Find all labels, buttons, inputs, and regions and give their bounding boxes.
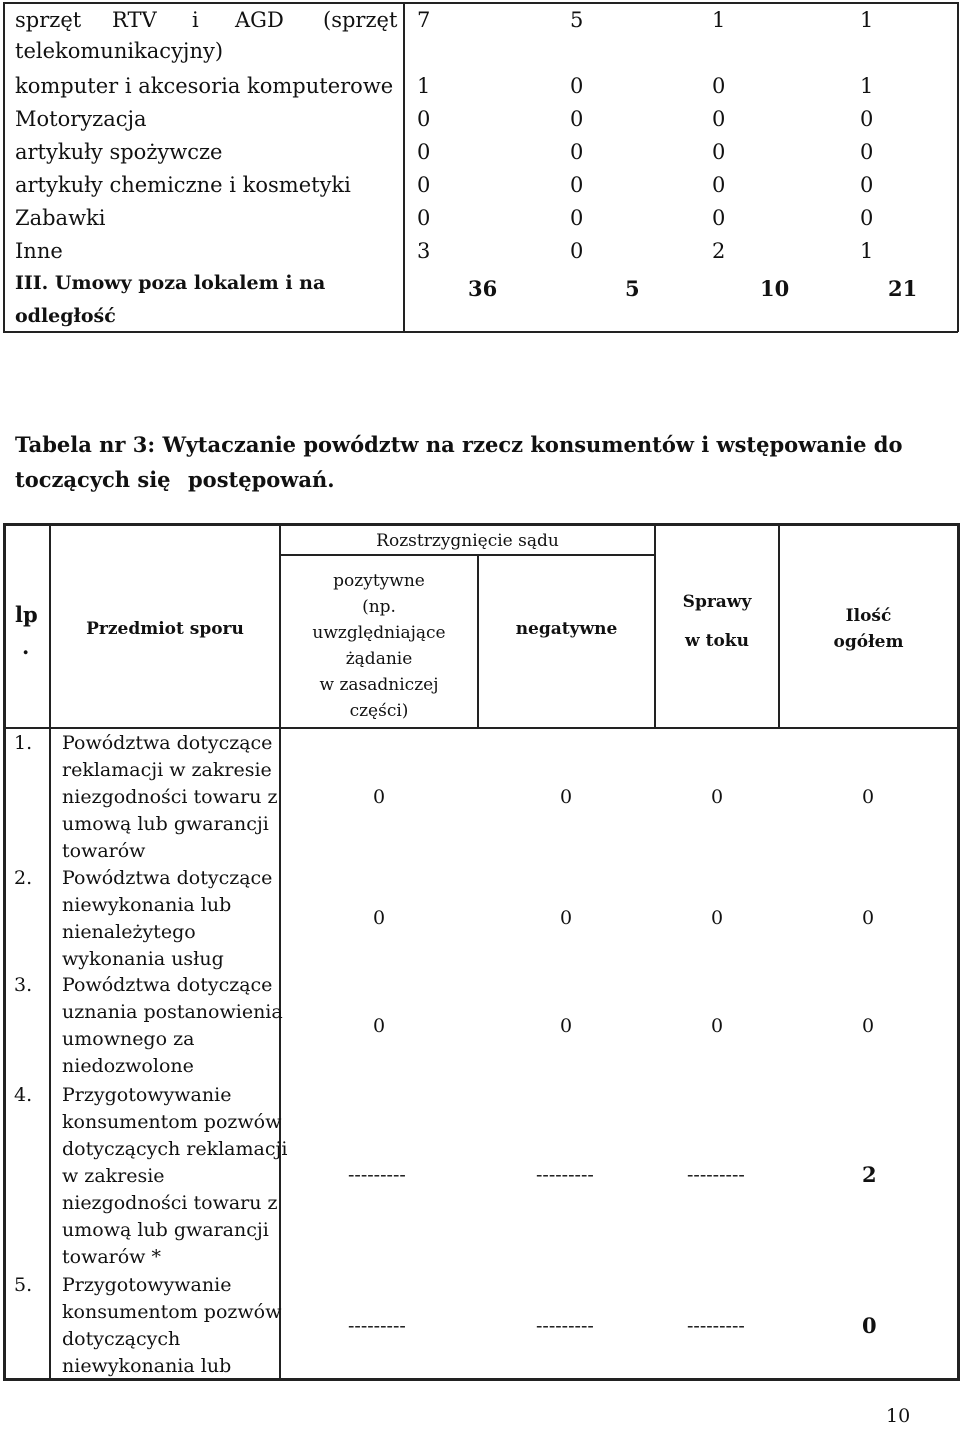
row-subject: Powództwa dotyczące reklamacji w zakresie niezgodności towaru z umową lub gwarancji towarów [62, 732, 278, 862]
cell: 0 [711, 786, 724, 808]
row-label: RTV [112, 8, 157, 32]
cell: 1 [860, 8, 874, 32]
row-label: i [192, 8, 199, 32]
cell: 0 [417, 140, 431, 164]
cell: 0 [712, 140, 726, 164]
cell: 0 [417, 173, 431, 197]
row-number: 1. [14, 732, 33, 754]
cell: 0 [712, 107, 726, 131]
row-subject: Powództwa dotyczące uznania postanowienia umownego za niedozwolone [62, 974, 283, 1077]
row-number: 5. [14, 1274, 33, 1296]
col-subject: Przedmiot sporu [86, 619, 244, 639]
cell: 0 [712, 206, 726, 230]
cell: 1 [860, 239, 874, 263]
cell: 7 [417, 8, 431, 32]
cell: 0 [711, 907, 724, 929]
table-caption: toczących się [15, 467, 171, 492]
row-label: Zabawki [15, 206, 106, 230]
col-pending: Sprawy w toku [682, 592, 752, 651]
row-number: 3. [14, 974, 33, 996]
cell: 0 [711, 1015, 724, 1037]
cell: 0 [373, 786, 386, 808]
cell: 2 [712, 239, 726, 263]
row-label: sprzęt [15, 8, 82, 32]
cell: 0 [560, 786, 573, 808]
cell: --------- [348, 1315, 406, 1337]
cell: 0 [417, 107, 431, 131]
cell: 0 [570, 206, 584, 230]
col-lp: lp [15, 602, 38, 627]
cell: 0 [570, 173, 584, 197]
summary-cell: 5 [625, 276, 640, 301]
summary-cell: 36 [468, 276, 498, 301]
row-label: telekomunikacyjny) [15, 39, 224, 63]
cell: 0 [570, 107, 584, 131]
row-label: artykuły spożywcze [15, 140, 223, 164]
row-subject: Przygotowywanie konsumentom pozwów dotyczących niewykonania lub [62, 1274, 282, 1377]
cell: --------- [348, 1164, 406, 1186]
row-label: Motoryzacja [15, 107, 147, 131]
cell: 0 [860, 173, 874, 197]
row-subject: Powództwa dotyczące niewykonania lub nienależytego wykonania usług [62, 867, 273, 970]
cell: 0 [417, 206, 431, 230]
cell: 0 [860, 206, 874, 230]
col-lp: . [22, 634, 30, 659]
summary-cell: 21 [888, 276, 918, 301]
cell: --------- [536, 1164, 594, 1186]
col-positive: pozytywne (np. uwzględniające żądanie w zasadniczej części) [312, 571, 446, 721]
cell: 0 [570, 239, 584, 263]
group-header: Rozstrzygnięcie sądu [376, 531, 559, 551]
cell: 0 [862, 907, 875, 929]
cell: 5 [570, 8, 584, 32]
cell: 1 [417, 74, 431, 98]
cell: --------- [687, 1315, 745, 1337]
cell: 0 [860, 140, 874, 164]
cell: 0 [712, 173, 726, 197]
row-number: 2. [14, 867, 33, 889]
cell: 0 [860, 107, 874, 131]
table-caption: postępowań. [188, 467, 335, 492]
cell: 0 [570, 74, 584, 98]
row-label: (sprzęt [323, 8, 398, 32]
cell: 1 [860, 74, 874, 98]
row-subject: Przygotowywanie konsumentom pozwów dotyczących reklamacji w zakresie niezgodności towaru z umową lub gwarancji towarów * [62, 1084, 288, 1268]
cell: 0 [560, 907, 573, 929]
cell: 1 [712, 8, 726, 32]
cell: 0 [560, 1015, 573, 1037]
row-number: 4. [14, 1084, 33, 1106]
row-label: Inne [15, 239, 63, 263]
summary-cell: 10 [760, 276, 790, 301]
cell: 3 [417, 239, 431, 263]
cell: 2 [862, 1162, 877, 1187]
col-total: Ilość ogółem [833, 606, 904, 652]
cell: 0 [373, 1015, 386, 1037]
cell: 0 [373, 907, 386, 929]
cell: --------- [536, 1315, 594, 1337]
summary-label: III. Umowy poza lokalem i na [15, 272, 326, 294]
summary-label: odległość [15, 305, 116, 327]
row-label: artykuły chemiczne i kosmetyki [15, 173, 351, 197]
row-label: komputer i akcesoria komputerowe [15, 74, 394, 98]
cell: 0 [862, 1313, 877, 1338]
cell: --------- [687, 1164, 745, 1186]
table-caption: Tabela nr 3: Wytaczanie powództw na rzecz konsumentów i wstępowanie do [15, 432, 903, 457]
col-negative: negatywne [515, 619, 618, 639]
cell: 0 [862, 786, 875, 808]
row-label: AGD [235, 8, 284, 32]
page-number: 10 [886, 1405, 911, 1427]
cell: 0 [712, 74, 726, 98]
cell: 0 [862, 1015, 875, 1037]
cell: 0 [570, 140, 584, 164]
